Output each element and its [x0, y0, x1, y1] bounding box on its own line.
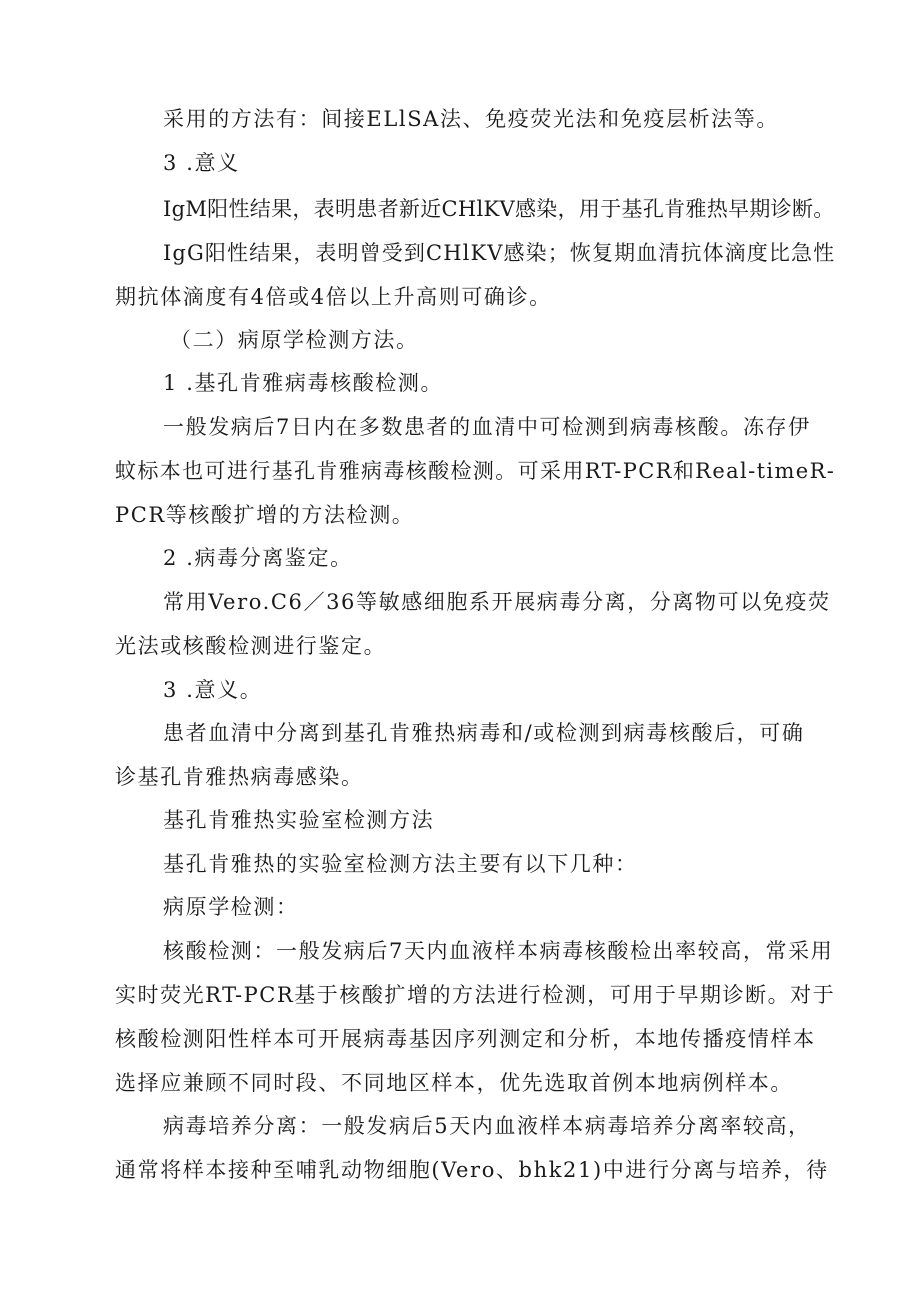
text-line-igg-cont: 期抗体滴度有4倍或4倍以上升高则可确诊。	[115, 285, 552, 309]
text-line-igg: IgG阳性结果，表明曾受到CHlKV感染；恢复期血清抗体滴度比急性	[163, 241, 836, 265]
text-line-culture-1: 病毒培养分离：一般发病后5天内血液样本病毒培养分离率较高，	[163, 1114, 811, 1138]
text-line-isolation-1: 常用Vero.C6／36等敏感细胞系开展病毒分离，分离物可以免疫荧	[163, 590, 831, 614]
text-line-nucleic-1: 一般发病后7日内在多数患者的血清中可检测到病毒核酸。冻存伊	[163, 415, 811, 439]
text-line-nat-4: 选择应兼顾不同时段、不同地区样本，优先选取首例本地病例样本。	[115, 1071, 793, 1095]
heading-nucleic-acid: 1 .基孔肯雅病毒核酸检测。	[163, 371, 444, 395]
text-line-nucleic-3: PCR等核酸扩增的方法检测。	[115, 503, 415, 527]
text-line-diagnosis-2: 诊基孔肯雅热病毒感染。	[115, 765, 364, 789]
text-line-diagnosis-1: 患者血清中分离到基孔肯雅热病毒和/或检测到病毒核酸后，可确	[163, 721, 805, 745]
text-line-lab-intro: 基孔肯雅热的实验室检测方法主要有以下几种：	[163, 852, 638, 876]
text-line-igm: IgM阳性结果，表明患者新近CHlKV感染，用于基孔肯雅热早期诊断。	[163, 197, 835, 221]
heading-significance: 3 .意义	[163, 151, 240, 175]
text-line-nat-1: 核酸检测：一般发病后7天内血液样本病毒核酸检出率较高，常采用	[163, 939, 834, 963]
heading-significance-2: 3 .意义。	[163, 678, 263, 702]
text-line-nat-2: 实时荧光RT-PCR基于核酸扩增的方法进行检测，可用于早期诊断。对于	[115, 983, 836, 1007]
heading-lab-methods: 基孔肯雅热实验室检测方法	[163, 808, 435, 832]
heading-pathogen-detection: 病原学检测：	[163, 895, 299, 919]
text-line-nucleic-2: 蚊标本也可进行基孔肯雅病毒核酸检测。可采用RT-PCR和Real-timeR-	[115, 459, 836, 483]
text-line-nat-3: 核酸检测阳性样本可开展病毒基因序列测定和分析，本地传播疫情样本	[115, 1027, 816, 1051]
section-heading-pathogen: （二）病原学检测方法。	[170, 328, 419, 352]
text-line-culture-2: 通常将样本接种至哺乳动物细胞(Vero、bhk21)中进行分离与培养，待	[115, 1158, 829, 1182]
heading-virus-isolation: 2 .病毒分离鉴定。	[163, 546, 353, 570]
text-line-isolation-2: 光法或核酸检测进行鉴定。	[115, 634, 387, 658]
text-line-methods: 采用的方法有：间接ELlSA法、免疫荧光法和免疫层析法等。	[163, 107, 779, 131]
